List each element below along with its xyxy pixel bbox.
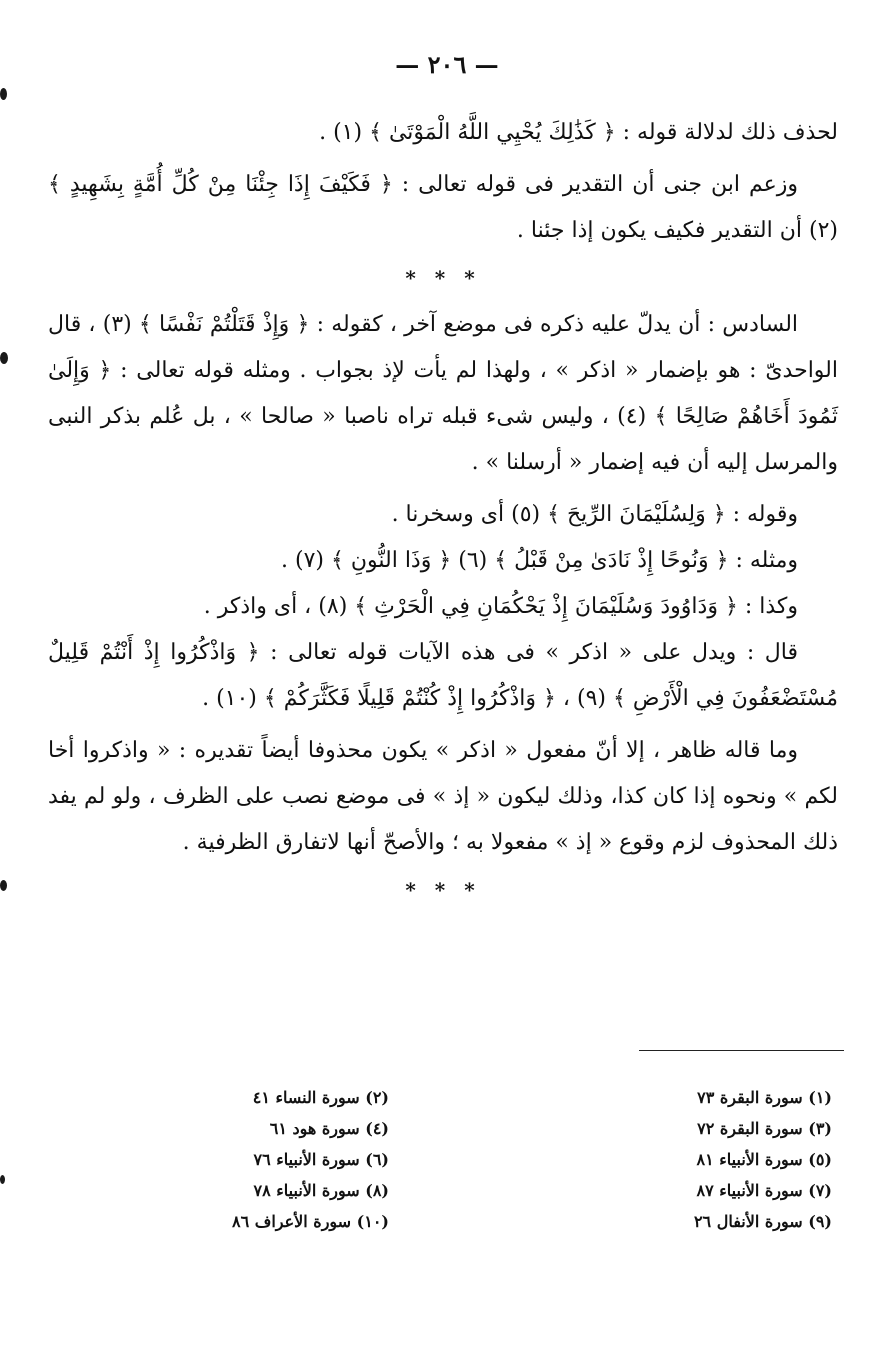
main-text [48, 110, 838, 914]
footnotes-left-column [232, 1082, 389, 1237]
paragraph-7: قال : ويدل على « اذكر » فى هذه الآيات قوله تعالى : ﴿ وَاذْكُرُوا إِذْ أَنْتُمْ قَلِيلٌ مُسْتَضْعَفُونَ فِي الْأَرْضِ ﴾ (٩) ، ﴿ وَاذْكُرُوا إِذْ كُنْتُمْ قَلِيلًا فَكَثَّرَكُمْ ﴾ (١٠) . [48, 640, 838, 711]
footnote-1: (١) سورة البقرة ٧٣ [697, 1088, 832, 1107]
footnote-9: (٩) سورة الأنفال ٢٦ [693, 1212, 832, 1231]
paragraph-3: السادس : أن يدلّ عليه ذكره فى موضع آخر ، كقوله : ﴿ وَإِذْ قَتَلْتُمْ نَفْسًا ﴾ (٣) ، قال الواحدىّ : هو بإضمار « اذكر » ، ولهذا لم يأت لإذ بجواب . ومثله قوله تعالى : ﴿ وَإِلَىٰ ثَمُودَ أَخَاهُمْ صَالِحًا ﴾ (٤) ، وليس شىء قبله تراه ناصبا « صالحا » ، بل عُلم بذكر النبى والمرسل إليه أن فيه إضمار « أرسلنا » . [48, 312, 838, 475]
footnote-separator [639, 1050, 844, 1051]
footnote-5: (٥) سورة الأنبياء ٨١ [696, 1150, 832, 1169]
scan-mark-1 [0, 88, 7, 100]
footnote-3: (٣) سورة البقرة ٧٢ [697, 1119, 832, 1138]
footnotes [232, 1082, 832, 1237]
section-divider-1: * * * [405, 266, 481, 290]
paragraph-5: ومثله : ﴿ وَنُوحًا إِذْ نَادَىٰ مِنْ قَبْلُ ﴾ (٦) ﴿ وَذَا النُّونِ ﴾ (٧) . [280, 548, 798, 573]
scan-mark-4 [0, 1175, 5, 1184]
section-divider-2: * * * [405, 878, 481, 902]
footnote-6: (٦) سورة الأنبياء ٧٦ [253, 1150, 389, 1169]
paragraph-1: لحذف ذلك لدلالة قوله : ﴿ كَذَٰلِكَ يُحْيِي اللَّهُ الْمَوْتَىٰ ﴾ (١) . [319, 120, 838, 145]
footnote-4: (٤) سورة هود ٦١ [269, 1119, 389, 1138]
footnote-10: (١٠) سورة الأعراف ٨٦ [232, 1212, 389, 1231]
footnote-2: (٢) سورة النساء ٤١ [252, 1088, 389, 1107]
footnotes-right-column [694, 1082, 832, 1237]
footnote-7: (٧) سورة الأنبياء ٨٧ [696, 1181, 832, 1200]
scan-mark-3 [0, 880, 7, 891]
paragraph-6: وكذا : ﴿ وَدَاوُودَ وَسُلَيْمَانَ إِذْ يَحْكُمَانِ فِي الْحَرْثِ ﴾ (٨) ، أى واذكر . [203, 594, 798, 619]
page-number: — ٢٠٦ — [395, 50, 499, 79]
paragraph-2: وزعم ابن جنى أن التقدير فى قوله تعالى : ﴿ فَكَيْفَ إِذَا جِئْنَا مِنْ كُلِّ أُمَّةٍ بِشَهِيدٍ ﴾ (٢) أن التقدير فكيف يكون إذا جئنا . [48, 172, 838, 243]
paragraph-8: وما قاله ظاهر ، إلا أنّ مفعول « اذكر » يكون محذوفا أيضاً تقديره : « واذكروا أخا لكم » ونحوه إذا كان كذا، وذلك ليكون « إذ » فى موضع نصب على الظرف ، ولو لم يفد ذلك المحذوف لزم وقوع « إذ » مفعولا به ؛ والأصحّ أنها لاتفارق الظرفية . [48, 738, 838, 855]
paragraph-4: وقوله : ﴿ وَلِسُلَيْمَانَ الرِّيحَ ﴾ (٥) أى وسخرنا . [391, 502, 798, 527]
scan-mark-2 [0, 352, 8, 364]
footnote-8: (٨) سورة الأنبياء ٧٨ [253, 1181, 389, 1200]
